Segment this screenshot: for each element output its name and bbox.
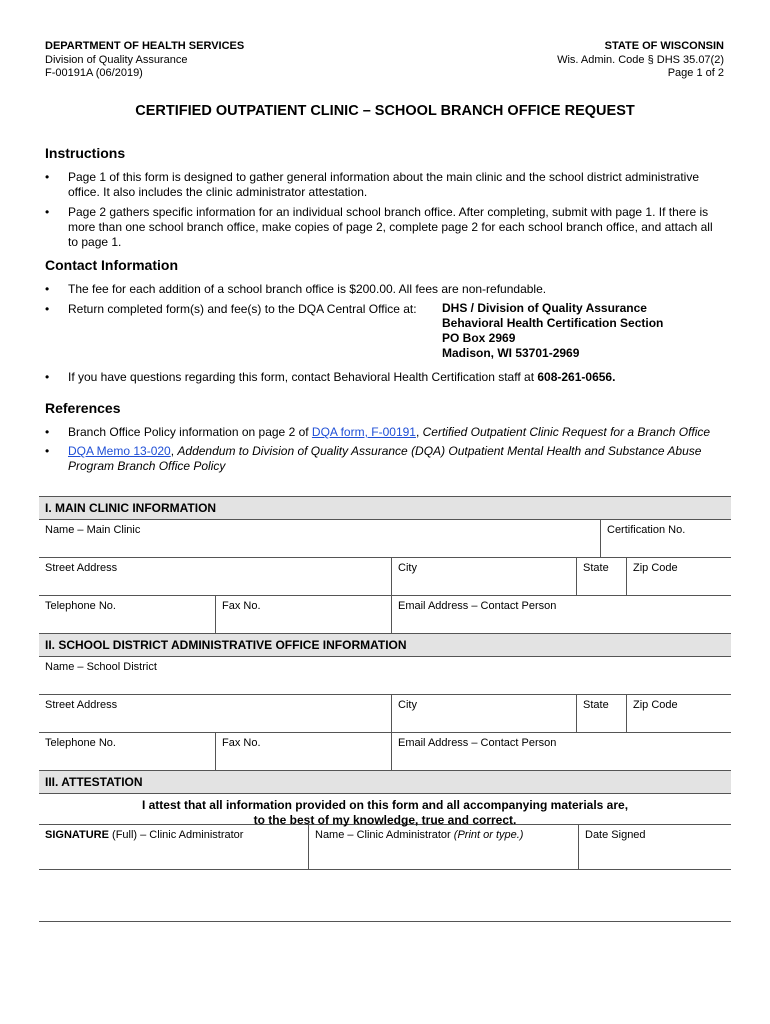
- form-row: [39, 733, 731, 771]
- list-item: [45, 370, 725, 385]
- list-item: [45, 170, 725, 200]
- bullet-icon: •: [45, 370, 50, 384]
- reference-title: Certified Outpatient Clinic Request for a Branch Office: [422, 425, 711, 439]
- bullet-icon: •: [45, 425, 50, 439]
- district-city-field[interactable]: [391, 695, 576, 732]
- field-label: Email Address – Contact Person: [398, 737, 557, 749]
- attestation-statement: [39, 794, 731, 825]
- form-row: [39, 825, 731, 870]
- field-label: Email Address – Contact Person: [398, 600, 557, 612]
- fee-text: The fee for each addition of a school branch office is $200.00. All fees are non-refundable.: [68, 282, 547, 296]
- references-list: [45, 425, 725, 474]
- field-label: (Full) – Clinic Administrator: [108, 829, 244, 841]
- school-district-name-field[interactable]: [39, 657, 731, 694]
- reference-text: Branch Office Policy information on page 2 of: [68, 425, 312, 439]
- list-item: [45, 282, 725, 297]
- instructions-list: [45, 170, 725, 250]
- date-signed-field[interactable]: [578, 825, 731, 869]
- page-number: Page 1 of 2: [667, 67, 724, 79]
- bullet-icon: •: [45, 302, 50, 316]
- reference-title: Addendum to Division of Quality Assurance (DQA) Outpatient Mental Health and Substance Abuse Program Branch Office Policy: [68, 444, 702, 473]
- main-clinic-name-field[interactable]: [39, 520, 600, 557]
- field-label: Telephone No.: [45, 737, 116, 749]
- header-right: [557, 40, 724, 81]
- field-label: Name – Main Clinic: [45, 524, 141, 536]
- field-label: Fax No.: [222, 600, 261, 612]
- instruction-text: Page 2 gathers specific information for an individual school branch office. After completing, submit with page 1. If there is more than one school branch office, make copies of page 2, complete page 2 for each school branch office, and attach all to page 1.: [68, 205, 713, 249]
- field-label: State: [583, 562, 609, 574]
- questions-text: If you have questions regarding this form, contact Behavioral Health Certification staff at: [68, 370, 538, 384]
- questions-list: [45, 370, 725, 385]
- field-label: City: [398, 562, 417, 574]
- district-telephone-field[interactable]: [39, 733, 215, 770]
- bullet-icon: •: [45, 444, 50, 458]
- address-line: Madison, WI 53701-2969: [442, 346, 580, 360]
- main-state-field[interactable]: [576, 558, 626, 595]
- district-email-field[interactable]: [391, 733, 731, 770]
- field-label: Name – School District: [45, 661, 157, 673]
- main-email-field[interactable]: [391, 596, 731, 633]
- field-label: Name – Clinic Administrator: [315, 829, 454, 841]
- form-id: F-00191A (06/2019): [45, 67, 143, 79]
- request-form: [39, 496, 731, 870]
- address-line: Behavioral Health Certification Section: [442, 316, 664, 330]
- page-title: CERTIFIED OUTPATIENT CLINIC – SCHOOL BRANCH OFFICE REQUEST: [135, 103, 635, 119]
- reference-sep: ,: [170, 444, 178, 458]
- field-label: Street Address: [45, 562, 118, 574]
- address-line: DHS / Division of Quality Assurance: [442, 301, 647, 315]
- form-row: [39, 695, 731, 733]
- contact-heading: Contact Information: [45, 257, 178, 273]
- main-city-field[interactable]: [391, 558, 576, 595]
- district-zip-field[interactable]: [626, 695, 731, 732]
- bullet-icon: •: [45, 205, 50, 219]
- signature-field[interactable]: [39, 825, 308, 869]
- field-label: Telephone No.: [45, 600, 116, 612]
- field-label: Fax No.: [222, 737, 261, 749]
- mailing-address: [442, 301, 663, 361]
- district-state-field[interactable]: [576, 695, 626, 732]
- form-row: [39, 596, 731, 634]
- dqa-form-link[interactable]: DQA form, F-00191: [311, 425, 416, 439]
- field-label: Zip Code: [633, 699, 678, 711]
- instructions-heading: Instructions: [45, 145, 126, 161]
- list-item: [45, 425, 725, 440]
- field-label: (Print or type.): [453, 829, 524, 841]
- main-telephone-field[interactable]: [39, 596, 215, 633]
- field-label: Date Signed: [585, 829, 646, 841]
- administrator-name-field[interactable]: [308, 825, 578, 869]
- department-name: DEPARTMENT OF HEALTH SERVICES: [45, 40, 245, 52]
- instruction-text: Page 1 of this form is designed to gather general information about the main clinic and the school district administrative office. It also includes the clinic administrator attestation.: [68, 170, 700, 199]
- attestation-line: I attest that all information provided on this form and all accompanying materials are,: [141, 798, 629, 812]
- main-fax-field[interactable]: [215, 596, 391, 633]
- attestation-line: to the best of my knowledge, true and correct.: [253, 813, 517, 827]
- division-name: Division of Quality Assurance: [45, 53, 188, 66]
- field-label: SIGNATURE: [45, 829, 109, 841]
- main-zip-field[interactable]: [626, 558, 731, 595]
- admin-code: Wis. Admin. Code § DHS 35.07(2): [557, 53, 724, 66]
- contact-phone: 608-261-0656.: [537, 370, 616, 384]
- header-left: [45, 40, 244, 81]
- district-fax-field[interactable]: [215, 733, 391, 770]
- field-label: City: [398, 699, 417, 711]
- field-label: State: [583, 699, 609, 711]
- section-main-clinic-heading: I. MAIN CLINIC INFORMATION: [39, 497, 731, 520]
- list-item: [45, 444, 725, 474]
- state-name: STATE OF WISCONSIN: [604, 40, 724, 52]
- return-text: Return completed form(s) and fee(s) to the DQA Central Office at:: [68, 302, 417, 316]
- references-heading: References: [45, 400, 121, 416]
- reference-sep: ,: [415, 425, 423, 439]
- form-row: [39, 520, 731, 558]
- list-item: [45, 205, 725, 250]
- field-label: Street Address: [45, 699, 118, 711]
- bottom-rule: [39, 921, 731, 922]
- dqa-memo-link[interactable]: DQA Memo 13-020: [68, 444, 171, 458]
- section-attestation-heading: III. ATTESTATION: [39, 771, 731, 794]
- field-label: Zip Code: [633, 562, 678, 574]
- bullet-icon: •: [45, 282, 50, 296]
- section-school-district-heading: II. SCHOOL DISTRICT ADMINISTRATIVE OFFICE INFORMATION: [39, 634, 731, 657]
- main-street-field[interactable]: [39, 558, 391, 595]
- form-row: [39, 558, 731, 596]
- district-street-field[interactable]: [39, 695, 391, 732]
- form-row: [39, 657, 731, 695]
- certification-number-field[interactable]: [600, 520, 731, 557]
- field-label: Certification No.: [607, 524, 686, 536]
- address-line: PO Box 2969: [442, 331, 516, 345]
- bullet-icon: •: [45, 170, 50, 184]
